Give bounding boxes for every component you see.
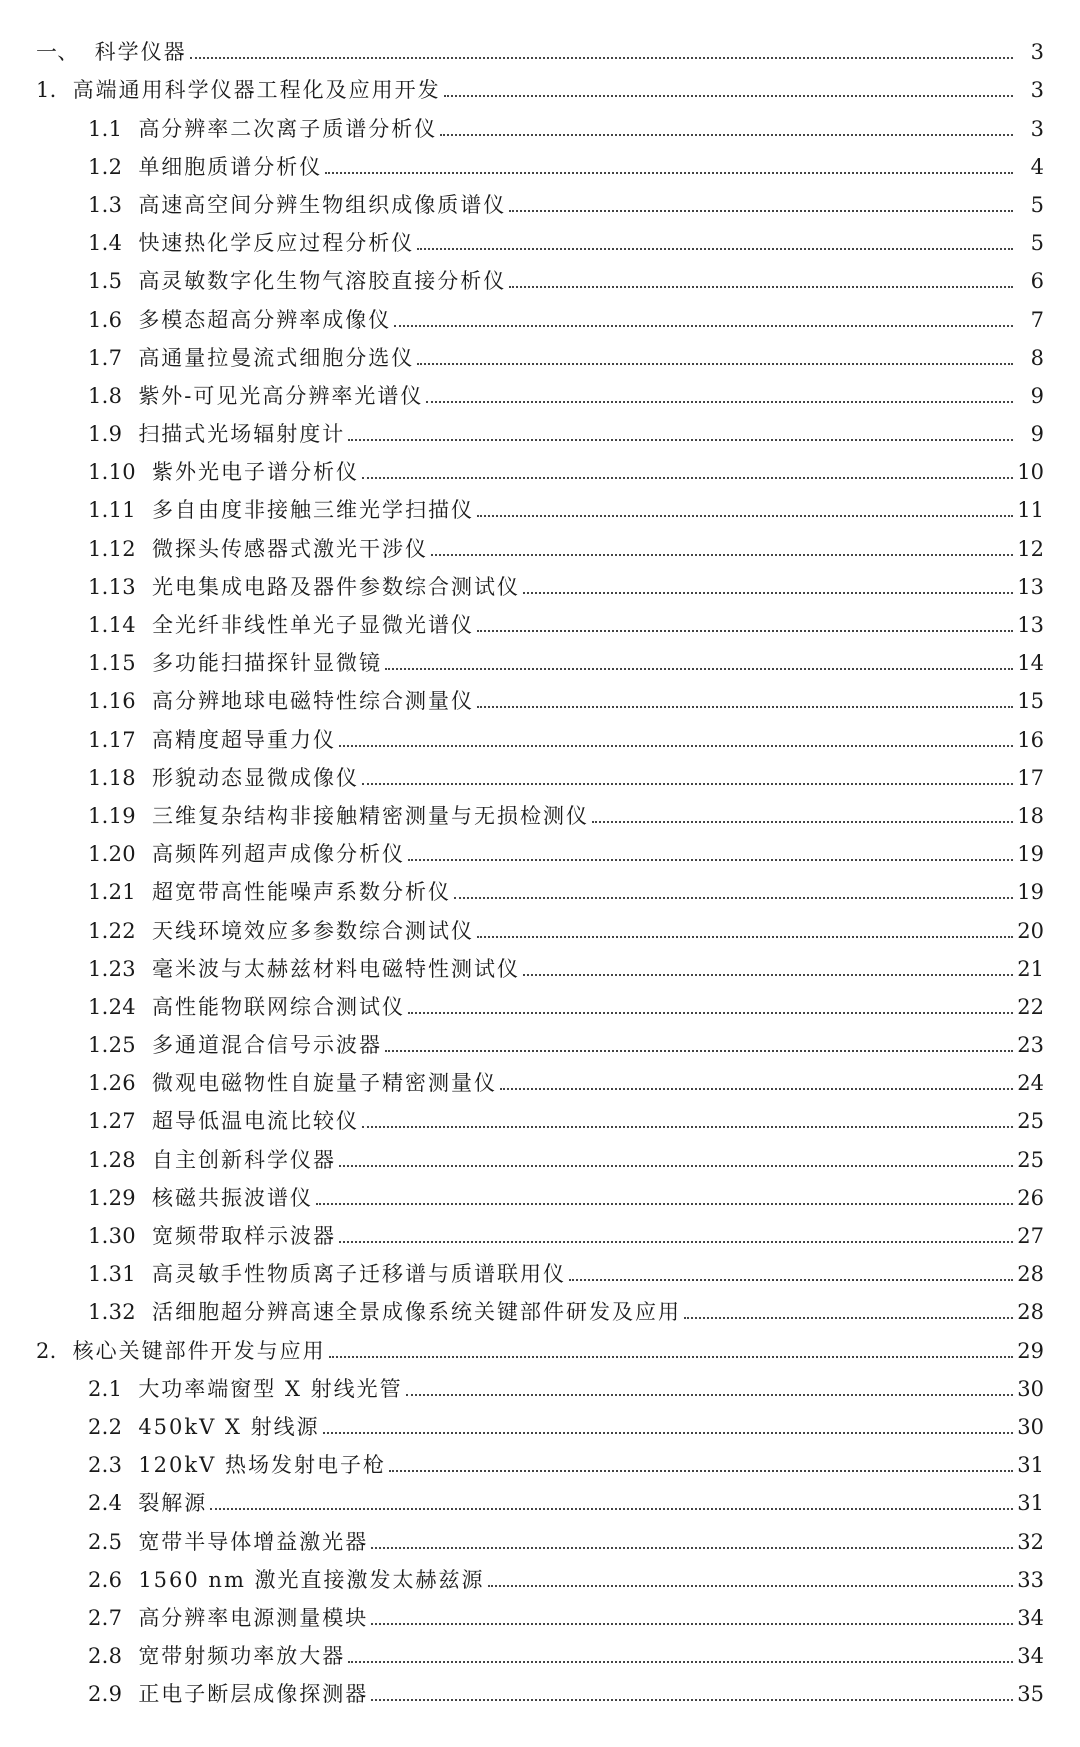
toc-entry <box>0 486 1080 524</box>
toc-page-number: 3 <box>1030 116 1044 141</box>
toc-entry-title: 高端通用科学仪器工程化及应用开发 <box>72 78 441 103</box>
toc-page-number: 3 <box>1030 78 1044 103</box>
table-of-contents <box>0 28 1080 1708</box>
toc-entry <box>0 983 1080 1021</box>
toc-entry-number: 1.22 <box>88 918 136 943</box>
toc-entry <box>0 295 1080 333</box>
toc-section-heading <box>0 28 1080 66</box>
toc-entry-title: 裂解源 <box>138 1491 208 1516</box>
toc-entry-number: 2.5 <box>88 1529 123 1554</box>
toc-entry <box>0 1632 1080 1670</box>
dot-leader <box>500 1088 1013 1090</box>
toc-entry-number: 1.31 <box>88 1262 136 1287</box>
toc-page-number: 22 <box>1017 994 1044 1019</box>
toc-page-number: 24 <box>1017 1071 1044 1096</box>
toc-entry <box>0 448 1080 486</box>
toc-page-number: 25 <box>1017 1147 1044 1172</box>
dot-leader <box>362 783 1013 785</box>
toc-entry <box>0 715 1080 753</box>
toc-page-number: 30 <box>1017 1376 1044 1401</box>
toc-entry <box>0 1212 1080 1250</box>
toc-page-number: 3 <box>1030 40 1044 65</box>
toc-page-number: 30 <box>1017 1414 1044 1439</box>
toc-page-number: 34 <box>1017 1644 1044 1669</box>
toc-entry-title: 快速热化学反应过程分析仪 <box>138 231 415 256</box>
toc-entry <box>0 677 1080 715</box>
toc-page-number: 13 <box>1017 574 1044 599</box>
toc-entry-number: 1.16 <box>88 689 136 714</box>
toc-entry <box>0 104 1080 142</box>
toc-entry <box>0 334 1080 372</box>
dot-leader <box>509 286 1013 288</box>
toc-entry-title: 正电子断层成像探测器 <box>138 1682 369 1707</box>
toc-entry-title: 高灵敏数字化生物气溶胶直接分析仪 <box>138 269 507 294</box>
toc-entry-number: 1.13 <box>88 574 136 599</box>
dot-leader <box>329 1356 1013 1358</box>
toc-entry <box>0 830 1080 868</box>
toc-entry-number: 1.9 <box>88 422 123 447</box>
toc-entry-title: 高精度超导重力仪 <box>151 727 336 752</box>
dot-leader <box>190 57 1013 59</box>
toc-page-number: 27 <box>1017 1224 1044 1248</box>
toc-entry-number: 1.20 <box>88 842 136 867</box>
dot-leader <box>385 1050 1013 1052</box>
toc-entry <box>0 1441 1080 1479</box>
toc-entry-number: 1.19 <box>88 803 136 828</box>
toc-entry-number: 1.32 <box>88 1300 136 1325</box>
toc-entry <box>0 1594 1080 1632</box>
toc-entry-number: 2.7 <box>88 1605 123 1630</box>
dot-leader <box>408 1012 1013 1014</box>
toc-page-number: 25 <box>1017 1109 1044 1134</box>
dot-leader <box>454 897 1013 899</box>
toc-entry-number: 2.2 <box>88 1414 123 1439</box>
toc-entry-title: 天线环境效应多参数综合测试仪 <box>151 918 474 943</box>
toc-entry-title: 宽频带取样示波器 <box>151 1224 336 1248</box>
toc-page-number: 31 <box>1017 1453 1044 1478</box>
toc-entry <box>0 1059 1080 1097</box>
toc-page-number: 4 <box>1030 154 1044 179</box>
toc-entry-number: 1.3 <box>88 192 123 217</box>
toc-entry <box>0 1670 1080 1708</box>
toc-entry-title: 多功能扫描探针显微镜 <box>151 651 382 676</box>
toc-entry <box>0 1174 1080 1212</box>
dot-leader <box>477 936 1013 938</box>
toc-entry <box>0 601 1080 639</box>
toc-page-number: 19 <box>1017 842 1044 867</box>
toc-entry-number: 1.15 <box>88 651 136 676</box>
toc-entry <box>0 1365 1080 1403</box>
dot-leader <box>316 1203 1013 1205</box>
toc-page-number: 33 <box>1017 1567 1044 1592</box>
dot-leader <box>406 1394 1013 1396</box>
toc-entry-title: 多模态超高分辨率成像仪 <box>138 307 392 332</box>
toc-entry-title: 自主创新科学仪器 <box>151 1147 336 1172</box>
toc-entry <box>0 1097 1080 1135</box>
toc-entry-title: 高频阵列超声成像分析仪 <box>151 842 405 867</box>
dot-leader <box>325 172 1013 174</box>
toc-entry-number: 1.14 <box>88 613 136 637</box>
toc-page-number: 19 <box>1017 880 1044 905</box>
toc-entry-number: 一、 <box>36 40 79 65</box>
toc-entry-number: 1.10 <box>88 460 136 485</box>
dot-leader <box>569 1279 1013 1281</box>
toc-page-number: 31 <box>1017 1491 1044 1516</box>
toc-entry <box>0 410 1080 448</box>
dot-leader <box>523 974 1013 976</box>
toc-page-number: 29 <box>1017 1338 1044 1363</box>
toc-entry-title: 超导低温电流比较仪 <box>151 1109 359 1134</box>
dot-leader <box>417 248 1013 250</box>
toc-entry-number: 1.7 <box>88 345 123 370</box>
toc-entry <box>0 1021 1080 1059</box>
toc-entry-title: 超宽带高性能噪声系数分析仪 <box>151 880 451 905</box>
toc-entry-title: 光电集成电路及器件参数综合测试仪 <box>151 574 520 599</box>
toc-entry-title: 450kV X 射线源 <box>138 1414 320 1439</box>
toc-entry-number: 1.12 <box>88 536 136 561</box>
dot-leader <box>477 706 1013 708</box>
toc-entry-title: 高灵敏手性物质离子迁移谱与质谱联用仪 <box>151 1262 566 1287</box>
toc-entry-number: 1.25 <box>88 1033 136 1058</box>
toc-entry-title: 高通量拉曼流式细胞分选仪 <box>138 345 415 370</box>
toc-page-number: 34 <box>1017 1605 1044 1630</box>
toc-entry-title: 高性能物联网综合测试仪 <box>151 994 405 1019</box>
toc-page-number: 5 <box>1030 192 1044 217</box>
dot-leader <box>523 592 1013 594</box>
dot-leader <box>444 95 1013 97</box>
toc-entry-title: 核心关键部件开发与应用 <box>72 1338 326 1363</box>
toc-entry-number: 2.8 <box>88 1644 123 1669</box>
toc-entry-number: 1.24 <box>88 994 136 1019</box>
toc-entry-title: 宽带射频功率放大器 <box>138 1644 346 1669</box>
toc-entry-number: 1.1 <box>88 116 123 141</box>
toc-entry-number: 1.18 <box>88 765 136 790</box>
toc-entry <box>0 257 1080 295</box>
toc-entry-title: 大功率端窗型 X 射线光管 <box>138 1376 403 1401</box>
dot-leader <box>385 668 1013 670</box>
toc-section-heading <box>0 1326 1080 1364</box>
dot-leader <box>477 515 1013 517</box>
toc-entry-title: 多自由度非接触三维光学扫描仪 <box>151 498 474 523</box>
dot-leader <box>592 821 1013 823</box>
toc-page-number: 26 <box>1017 1185 1044 1210</box>
dot-leader <box>488 1585 1013 1587</box>
toc-entry-number: 1.27 <box>88 1109 136 1134</box>
toc-entry-number: 2.4 <box>88 1491 123 1516</box>
toc-entry-number: 1.2 <box>88 154 123 179</box>
toc-entry-title: 全光纤非线性单光子显微光谱仪 <box>151 613 474 637</box>
toc-page-number: 16 <box>1017 727 1044 752</box>
toc-entry <box>0 868 1080 906</box>
toc-page-number: 9 <box>1030 422 1044 447</box>
dot-leader <box>394 325 1013 327</box>
toc-entry <box>0 524 1080 562</box>
toc-entry-number: 1. <box>36 78 57 103</box>
toc-entry-title: 紫外光电子谱分析仪 <box>151 460 359 485</box>
toc-entry-title: 宽带半导体增益激光器 <box>138 1529 369 1554</box>
toc-entry-number: 1.6 <box>88 307 123 332</box>
toc-entry <box>0 1288 1080 1326</box>
toc-entry-number: 1.21 <box>88 880 136 905</box>
toc-entry-number: 1.17 <box>88 727 136 752</box>
dot-leader <box>426 401 1013 403</box>
toc-entry <box>0 754 1080 792</box>
toc-entry-title: 多通道混合信号示波器 <box>151 1033 382 1058</box>
toc-entry-number: 2.6 <box>88 1567 123 1592</box>
dot-leader <box>408 859 1013 861</box>
toc-entry <box>0 1250 1080 1288</box>
dot-leader <box>371 1547 1013 1549</box>
toc-entry-number: 2.9 <box>88 1682 123 1707</box>
toc-entry <box>0 563 1080 601</box>
dot-leader <box>509 210 1013 212</box>
toc-entry-title: 科学仪器 <box>94 40 187 65</box>
toc-page-number: 6 <box>1030 269 1044 294</box>
toc-entry-number: 1.28 <box>88 1147 136 1172</box>
dot-leader <box>371 1699 1013 1701</box>
toc-section-heading <box>0 66 1080 104</box>
toc-page-number: 12 <box>1017 536 1044 561</box>
toc-entry-title: 微探头传感器式激光干涉仪 <box>151 536 428 561</box>
toc-entry-title: 高分辨率电源测量模块 <box>138 1605 369 1630</box>
dot-leader <box>323 1432 1013 1434</box>
toc-page-number: 10 <box>1017 460 1044 485</box>
toc-page-number: 18 <box>1017 803 1044 828</box>
toc-page-number: 14 <box>1017 651 1044 676</box>
toc-entry-number: 2.1 <box>88 1376 123 1401</box>
dot-leader <box>431 554 1013 556</box>
toc-entry <box>0 792 1080 830</box>
toc-entry <box>0 1517 1080 1555</box>
toc-page-number: 35 <box>1017 1682 1044 1707</box>
toc-entry-title: 1560 nm 激光直接激发太赫兹源 <box>138 1567 485 1592</box>
toc-entry-title: 单细胞质谱分析仪 <box>138 154 323 179</box>
toc-entry-number: 1.5 <box>88 269 123 294</box>
toc-entry-number: 2.3 <box>88 1453 123 1478</box>
toc-entry-number: 1.29 <box>88 1185 136 1210</box>
toc-entry <box>0 639 1080 677</box>
toc-page-number: 5 <box>1030 231 1044 256</box>
toc-page-number: 20 <box>1017 918 1044 943</box>
toc-page-number: 32 <box>1017 1529 1044 1554</box>
toc-entry <box>0 1403 1080 1441</box>
toc-entry-title: 扫描式光场辐射度计 <box>138 422 346 447</box>
toc-entry <box>0 1556 1080 1594</box>
toc-entry-title: 高分辨率二次离子质谱分析仪 <box>138 116 438 141</box>
dot-leader <box>371 1623 1013 1625</box>
dot-leader <box>477 630 1013 632</box>
toc-entry-number: 1.11 <box>88 498 136 523</box>
toc-entry-title: 紫外-可见光高分辨率光谱仪 <box>138 383 424 408</box>
dot-leader <box>417 363 1013 365</box>
toc-entry <box>0 181 1080 219</box>
dot-leader <box>348 1661 1013 1663</box>
toc-entry-number: 1.30 <box>88 1224 136 1248</box>
toc-page-number: 17 <box>1017 765 1044 790</box>
toc-page-number: 8 <box>1030 345 1044 370</box>
toc-entry <box>0 1479 1080 1517</box>
toc-page-number: 7 <box>1030 307 1044 332</box>
toc-page-number: 13 <box>1017 613 1044 637</box>
dot-leader <box>339 745 1013 747</box>
dot-leader <box>362 477 1013 479</box>
dot-leader <box>348 439 1013 441</box>
toc-entry-number: 2. <box>36 1338 57 1363</box>
dot-leader <box>684 1317 1013 1319</box>
toc-page-number: 28 <box>1017 1262 1044 1287</box>
dot-leader <box>389 1470 1013 1472</box>
toc-entry-number: 1.4 <box>88 231 123 256</box>
toc-entry-title: 三维复杂结构非接触精密测量与无损检测仪 <box>151 803 589 828</box>
toc-entry-title: 120kV 热场发射电子枪 <box>138 1453 386 1478</box>
toc-entry-title: 高速高空间分辨生物组织成像质谱仪 <box>138 192 507 217</box>
toc-entry-title: 高分辨地球电磁特性综合测量仪 <box>151 689 474 714</box>
toc-entry-title: 活细胞超分辨高速全景成像系统关键部件研发及应用 <box>151 1300 681 1325</box>
toc-page-number: 21 <box>1017 956 1044 981</box>
toc-entry <box>0 1135 1080 1173</box>
toc-entry-title: 毫米波与太赫兹材料电磁特性测试仪 <box>151 956 520 981</box>
dot-leader <box>339 1165 1013 1167</box>
dot-leader <box>440 134 1013 136</box>
toc-page-number: 15 <box>1017 689 1044 714</box>
toc-page-number: 9 <box>1030 383 1044 408</box>
toc-entry-number: 1.8 <box>88 383 123 408</box>
toc-entry <box>0 372 1080 410</box>
dot-leader <box>210 1508 1013 1510</box>
toc-entry <box>0 945 1080 983</box>
toc-entry-number: 1.26 <box>88 1071 136 1096</box>
toc-page-number: 11 <box>1017 498 1044 523</box>
dot-leader <box>362 1126 1013 1128</box>
toc-entry <box>0 219 1080 257</box>
toc-entry-title: 微观电磁物性自旋量子精密测量仪 <box>151 1071 497 1096</box>
toc-entry <box>0 906 1080 944</box>
toc-entry-title: 形貌动态显微成像仪 <box>151 765 359 790</box>
toc-entry-number: 1.23 <box>88 956 136 981</box>
toc-entry <box>0 143 1080 181</box>
dot-leader <box>339 1241 1013 1243</box>
toc-entry-title: 核磁共振波谱仪 <box>151 1185 313 1210</box>
toc-page-number: 23 <box>1017 1033 1044 1058</box>
toc-page-number: 28 <box>1017 1300 1044 1325</box>
